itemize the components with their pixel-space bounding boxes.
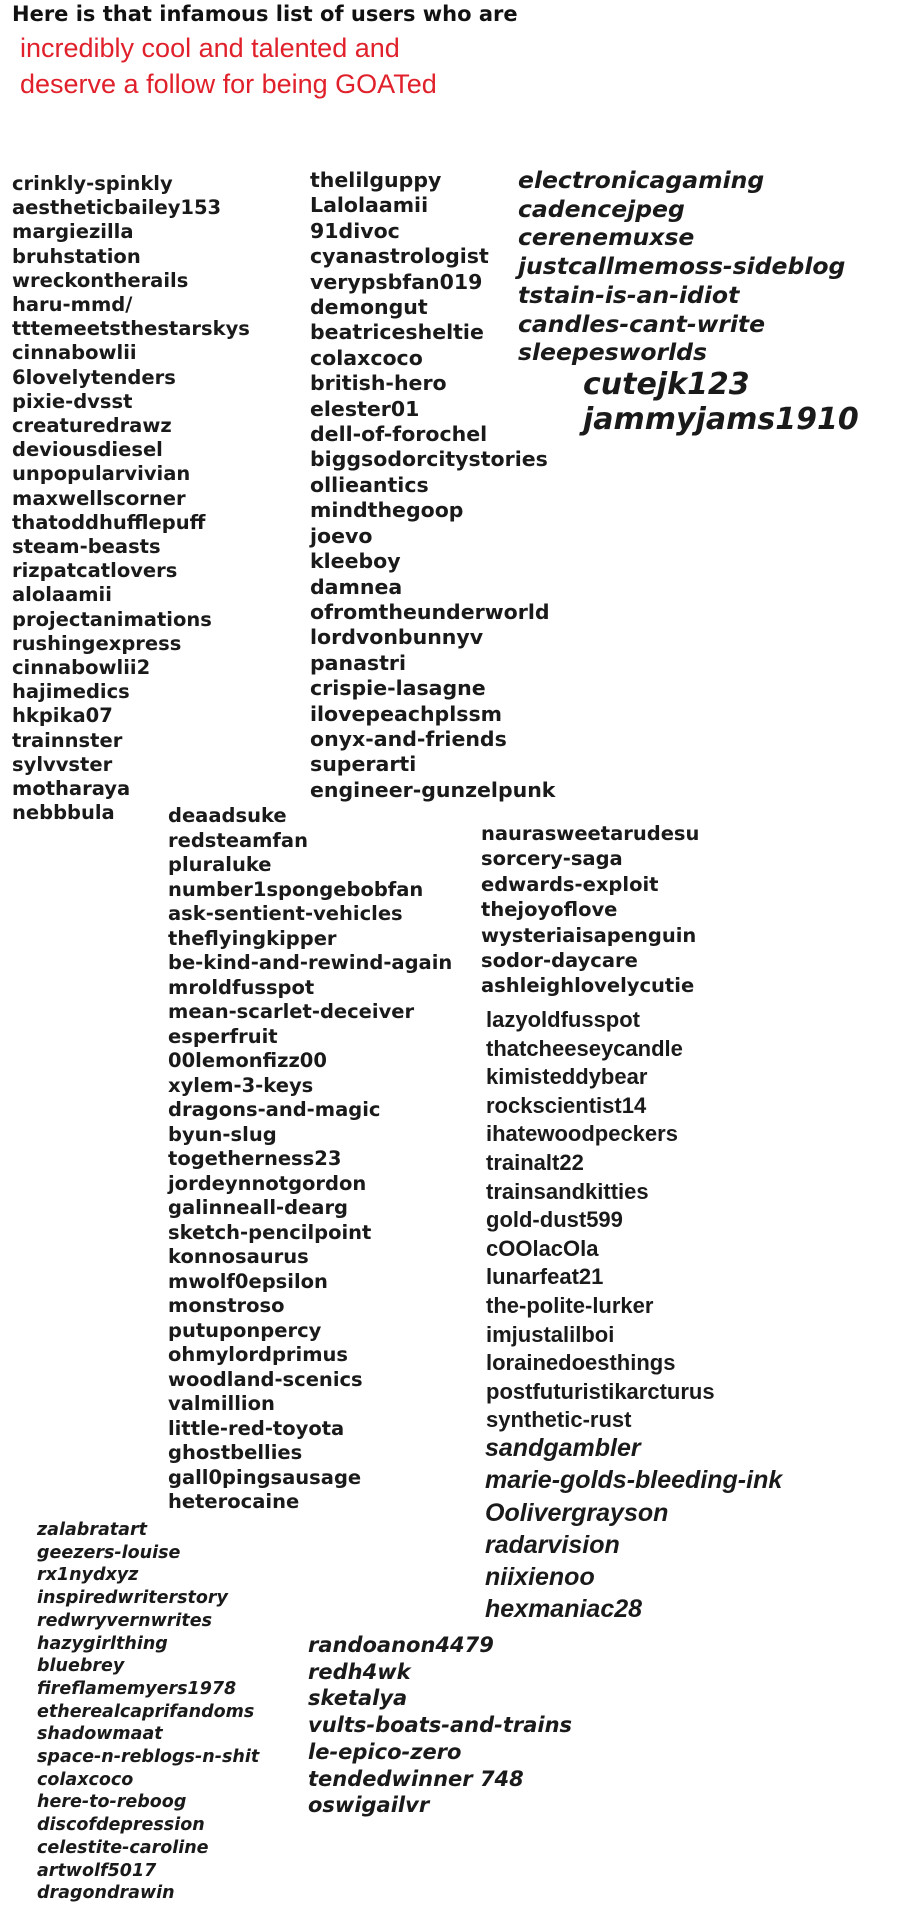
username: ask-sentient-vehicles <box>168 902 403 925</box>
headline-line-1: incredibly cool and talented and <box>20 33 400 63</box>
username: maxwellscorner <box>12 486 186 510</box>
username: hexmaniac28 <box>485 1595 643 1624</box>
username: haru-mmd/ <box>12 293 133 317</box>
username: jammyjams1910 <box>583 402 859 437</box>
username: thatoddhufflepuff <box>12 510 206 534</box>
username: galinneall-dearg <box>168 1196 349 1219</box>
username: discofdepression <box>37 1815 205 1836</box>
username: imjustalilboi <box>486 1321 615 1347</box>
username: wysteriaisapenguin <box>481 923 697 947</box>
username: shadowmaat <box>37 1724 163 1745</box>
username: creaturedrawz <box>12 414 172 438</box>
username: heterocaine <box>168 1490 300 1513</box>
username: projectanimations <box>12 607 212 631</box>
username: cinnabowlii <box>12 341 137 365</box>
username: esperfruit <box>168 1024 278 1048</box>
username: the-polite-lurker <box>486 1292 654 1318</box>
username: cadencejpeg <box>518 194 685 223</box>
username: sketch-pencilpoint <box>168 1220 372 1244</box>
username: naurasweetarudesu <box>481 822 700 845</box>
username: 6lovelytenders <box>12 365 176 389</box>
username: be-kind-and-rewind-again <box>168 951 453 974</box>
username: trainnster <box>12 728 123 752</box>
username: british-hero <box>310 371 447 396</box>
username: monstroso <box>168 1294 285 1317</box>
username: vults-boats-and-trains <box>308 1713 573 1738</box>
username: tendedwinner 748 <box>308 1766 524 1791</box>
username: randoanon4479 <box>308 1633 494 1657</box>
user-column-5 <box>481 821 699 999</box>
username: redsteamfan <box>168 828 308 852</box>
username: Lalolaamii <box>310 193 429 218</box>
user-column-3-large <box>583 367 859 437</box>
user-column-6 <box>486 1006 715 1435</box>
username: sleepesworlds <box>518 338 707 367</box>
username: edwards-exploit <box>481 872 659 896</box>
username: etherealcaprifandoms <box>37 1701 255 1722</box>
username: number1spongebobfan <box>168 877 424 901</box>
username: verypsbfan019 <box>310 269 483 294</box>
username: joevo <box>310 523 373 548</box>
username: sketalya <box>308 1686 408 1711</box>
username: byun-slug <box>168 1122 277 1146</box>
username: celestite-caroline <box>37 1837 209 1858</box>
username: valmillion <box>168 1392 275 1415</box>
username: mindthegoop <box>310 498 464 523</box>
username: 00lemonfizz00 <box>168 1049 327 1072</box>
username: woodland-scenics <box>168 1367 363 1391</box>
username: beatricesheltie <box>310 320 484 345</box>
username: redh4wk <box>308 1659 411 1684</box>
username: colaxcoco <box>310 345 423 370</box>
username: cOOlacOla <box>486 1235 599 1261</box>
username: candles-cant-write <box>518 309 766 338</box>
username: ghostbellies <box>168 1441 303 1464</box>
username: rushingexpress <box>12 631 182 655</box>
username: thelilguppy <box>310 168 442 192</box>
username: rockscientist14 <box>486 1092 647 1118</box>
username: artwolf5017 <box>37 1860 157 1881</box>
username: ofromtheunderworld <box>310 599 550 624</box>
username: onyx-and-friends <box>310 726 507 751</box>
username: 91divoc <box>310 218 400 243</box>
username: panastri <box>310 650 407 675</box>
username: bluebrey <box>37 1656 125 1677</box>
username: togetherness23 <box>168 1147 342 1170</box>
username: space-n-reblogs-n-shit <box>37 1747 260 1768</box>
username: konnosaurus <box>168 1245 309 1268</box>
username: pluraluke <box>168 853 272 876</box>
username: zalabratart <box>37 1520 147 1540</box>
username: rizpatcatlovers <box>12 559 178 583</box>
username: hkpika07 <box>12 704 113 728</box>
username: lazyoldfusspot <box>486 1007 641 1032</box>
username: Oolivergrayson <box>485 1498 669 1527</box>
username: crispie-lasagne <box>310 676 486 701</box>
username: wreckontherails <box>12 268 189 292</box>
username: dragons-and-magic <box>168 1098 381 1121</box>
username: damnea <box>310 574 403 599</box>
username: kimisteddybear <box>486 1064 648 1090</box>
username: jordeynnotgordon <box>168 1171 367 1195</box>
username: pixie-dvsst <box>12 389 133 413</box>
user-column-6-large <box>485 1432 782 1626</box>
username: deviousdiesel <box>12 438 163 462</box>
username: steam-beasts <box>12 535 161 559</box>
username: tttemeetsthestarskys <box>12 317 250 341</box>
username: engineer-gunzelpunk <box>310 777 556 802</box>
username: justcallmemoss-sideblog <box>518 252 846 281</box>
username: biggsodorcitystories <box>310 447 548 472</box>
user-column-7 <box>37 1519 259 1905</box>
username: thatcheeseycandle <box>486 1035 683 1061</box>
username: le-epico-zero <box>308 1739 462 1764</box>
username: superarti <box>310 752 417 777</box>
username: marie-golds-bleeding-ink <box>485 1466 783 1495</box>
username: alolaamii <box>12 583 112 607</box>
username: motharaya <box>12 777 131 801</box>
username: sandgambler <box>485 1434 641 1462</box>
username: aestheticbailey153 <box>12 196 222 220</box>
username: geezers-louise <box>37 1542 181 1563</box>
username: ihatewoodpeckers <box>486 1121 678 1147</box>
username: fireflamemyers1978 <box>37 1678 237 1699</box>
username: trainalt22 <box>486 1149 584 1175</box>
username: oswigailvr <box>308 1793 430 1818</box>
headline <box>20 30 437 102</box>
username: little-red-toyota <box>168 1416 345 1440</box>
username: gall0pingsausage <box>168 1465 362 1489</box>
username: ilovepeachplssm <box>310 701 503 726</box>
username: margiezilla <box>12 220 134 244</box>
username: cerenemuxse <box>518 223 695 252</box>
username: mwolf0epsilon <box>168 1269 328 1293</box>
username: ollieantics <box>310 472 429 497</box>
username: theflyingkipper <box>168 926 337 950</box>
username: cutejk123 <box>583 367 750 402</box>
username: putuponpercy <box>168 1318 322 1342</box>
username: mroldfusspot <box>168 975 315 999</box>
username: rx1nydxyz <box>37 1565 139 1586</box>
username: demongut <box>310 295 428 320</box>
username: cyanastrologist <box>310 244 489 269</box>
username: gold-dust599 <box>486 1207 623 1233</box>
username: xylem-3-keys <box>168 1073 314 1097</box>
username: mean-scarlet-deceiver <box>168 1000 415 1023</box>
username: lunarfeat21 <box>486 1264 604 1290</box>
username: sylvvster <box>12 752 113 776</box>
username: inspiredwriterstory <box>37 1588 228 1609</box>
username: crinkly-spinkly <box>12 172 173 195</box>
username: niixienoo <box>485 1563 595 1592</box>
username: kleeboy <box>310 549 401 574</box>
username: redwryvernwrites <box>37 1610 213 1631</box>
username: here-to-reboog <box>37 1792 187 1813</box>
username: ashleighlovelycutie <box>481 974 695 998</box>
username: lordvonbunnyv <box>310 625 484 650</box>
username: sodor-daycare <box>481 949 638 973</box>
username: cinnabowlii2 <box>12 656 151 680</box>
username: colaxcoco <box>37 1769 134 1790</box>
username: sorcery-saga <box>481 847 623 871</box>
username: dell-of-forochel <box>310 422 488 447</box>
username: elester01 <box>310 396 420 421</box>
username: radarvision <box>485 1530 620 1559</box>
username: nebbbula <box>12 801 115 825</box>
user-column-8 <box>308 1632 572 1819</box>
username: postfuturistikarcturus <box>486 1378 715 1404</box>
username: deaadsuke <box>168 804 287 827</box>
username: unpopularvivian <box>12 462 191 486</box>
username: bruhstation <box>12 244 141 268</box>
intro-text: Here is that infamous list of users who are <box>12 2 518 26</box>
username: electronicagaming <box>518 166 765 194</box>
username: hazygirlthing <box>37 1633 168 1654</box>
user-column-4 <box>168 804 452 1515</box>
username: dragondrawin <box>37 1883 175 1904</box>
headline-line-2: deserve a follow for being GOATed <box>20 69 437 99</box>
user-column-3 <box>518 166 845 367</box>
user-column-1 <box>12 172 250 825</box>
username: tstain-is-an-idiot <box>518 280 740 309</box>
username: lorainedoesthings <box>486 1350 676 1376</box>
username: trainsandkitties <box>486 1178 649 1204</box>
username: hajimedics <box>12 680 130 704</box>
username: ohmylordprimus <box>168 1343 349 1366</box>
username: synthetic-rust <box>486 1407 632 1433</box>
username: thejoyoflove <box>481 898 618 922</box>
